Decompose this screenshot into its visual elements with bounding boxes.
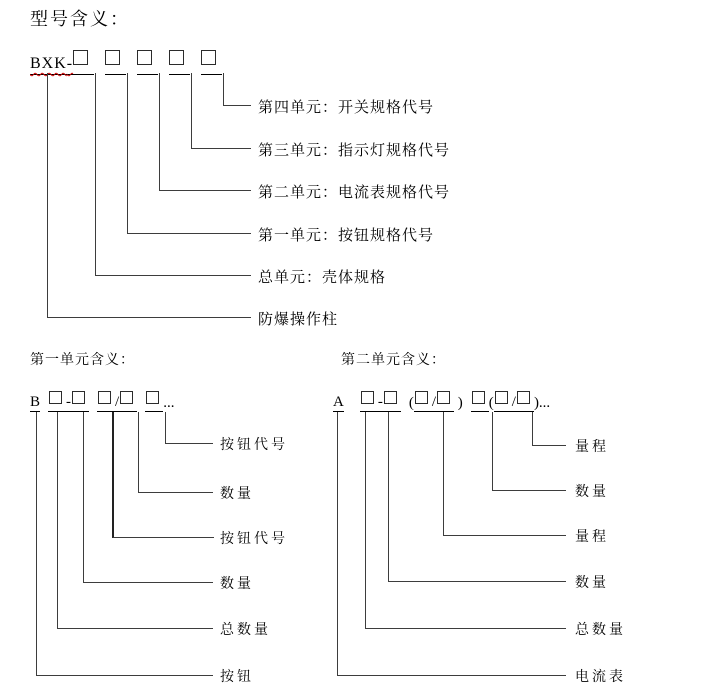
label-r-qty2: 数量	[575, 485, 609, 500]
connector-product	[47, 73, 251, 318]
model-text: /	[115, 394, 120, 410]
model-placeholder-boxwrap	[97, 391, 115, 412]
model-placeholder-boxwrap	[137, 50, 158, 75]
label-l-button-code1: 按钮代号	[220, 532, 288, 547]
label-main-unit: 总单元：壳体规格	[258, 270, 387, 286]
model-text: -	[66, 394, 72, 410]
model-placeholder-boxwrap	[201, 50, 222, 75]
model-line-unit1	[30, 391, 174, 412]
model-placeholder-boxwrap	[145, 391, 163, 412]
model-text: /	[431, 394, 437, 410]
left-section-header: 第一单元含义：	[30, 353, 135, 368]
model-text: -	[67, 54, 73, 75]
model-text: (	[408, 395, 414, 411]
model-placeholder-box	[517, 391, 530, 404]
model-placeholder-box	[49, 391, 62, 404]
model-text: )	[454, 395, 463, 411]
model-space	[344, 394, 352, 412]
label-l-button-code2: 按钮代号	[220, 438, 288, 453]
page-title: 型号含义：	[30, 9, 130, 29]
model-placeholder-boxwrap	[436, 391, 454, 412]
label-product: 防爆操作柱	[258, 312, 339, 328]
model-placeholder-box	[361, 391, 374, 404]
model-space	[137, 394, 145, 412]
model-space	[89, 394, 97, 412]
label-r-ammeter: 电流表	[575, 670, 626, 685]
model-placeholder-boxwrap	[494, 391, 512, 412]
label-r-qty1: 数量	[575, 576, 609, 591]
model-placeholder-boxwrap	[48, 391, 66, 412]
model-space	[352, 394, 360, 412]
model-placeholder-boxwrap	[119, 391, 137, 412]
model-placeholder-boxwrap	[105, 50, 126, 75]
model-placeholder-box	[201, 50, 216, 65]
model-placeholder-box	[137, 50, 152, 65]
model-placeholder-boxwrap	[169, 50, 190, 75]
model-placeholder-box	[169, 50, 184, 65]
model-placeholder-boxwrap	[383, 391, 401, 412]
connector-r-ammeter	[337, 412, 566, 676]
model-placeholder-box	[415, 391, 428, 404]
model-text: )...	[533, 395, 551, 411]
model-placeholder-box	[146, 391, 159, 404]
model-line-unit2	[333, 391, 550, 412]
model-placeholder-box	[495, 391, 508, 404]
label-l-qty1: 数量	[220, 577, 254, 592]
label-l-qty2: 数量	[220, 487, 254, 502]
model-placeholder-box	[72, 391, 85, 404]
model-placeholder-box	[105, 50, 120, 65]
model-space	[40, 394, 48, 412]
label-unit2: 第二单元：电流表规格代号	[258, 185, 451, 201]
model-text: ...	[163, 395, 175, 411]
model-space	[463, 394, 471, 412]
label-unit4: 第四单元：开关规格代号	[258, 100, 435, 116]
model-text: /	[511, 394, 516, 410]
model-space	[401, 394, 409, 412]
model-placeholder-boxwrap	[414, 391, 432, 412]
model-text: B	[30, 394, 41, 410]
model-line-bxk	[30, 50, 233, 75]
label-l-button: 按钮	[220, 670, 254, 685]
model-placeholder-boxwrap	[471, 391, 489, 412]
model-text: (	[488, 395, 494, 411]
model-placeholder-boxwrap	[73, 50, 94, 75]
model-text: -	[377, 394, 383, 410]
model-placeholder-box	[472, 391, 485, 404]
model-placeholder-box	[73, 50, 88, 65]
model-placeholder-boxwrap	[360, 391, 378, 412]
label-unit1: 第一单元：按钮规格代号	[258, 228, 435, 244]
label-r-range1: 量程	[575, 530, 609, 545]
connector-l-button	[36, 412, 213, 676]
label-unit3: 第三单元：指示灯规格代号	[258, 143, 451, 159]
right-section-header: 第二单元含义：	[341, 353, 446, 368]
label-r-range2: 量程	[575, 440, 609, 455]
model-text: BXK	[30, 54, 67, 75]
model-placeholder-box	[98, 391, 111, 404]
model-placeholder-box	[384, 391, 397, 404]
model-placeholder-box	[120, 391, 133, 404]
label-r-total: 总数量	[575, 623, 626, 638]
label-l-total: 总数量	[220, 623, 271, 638]
model-placeholder-box	[437, 391, 450, 404]
model-placeholder-boxwrap	[516, 391, 534, 412]
model-text: A	[333, 394, 344, 410]
model-placeholder-boxwrap	[71, 391, 89, 412]
